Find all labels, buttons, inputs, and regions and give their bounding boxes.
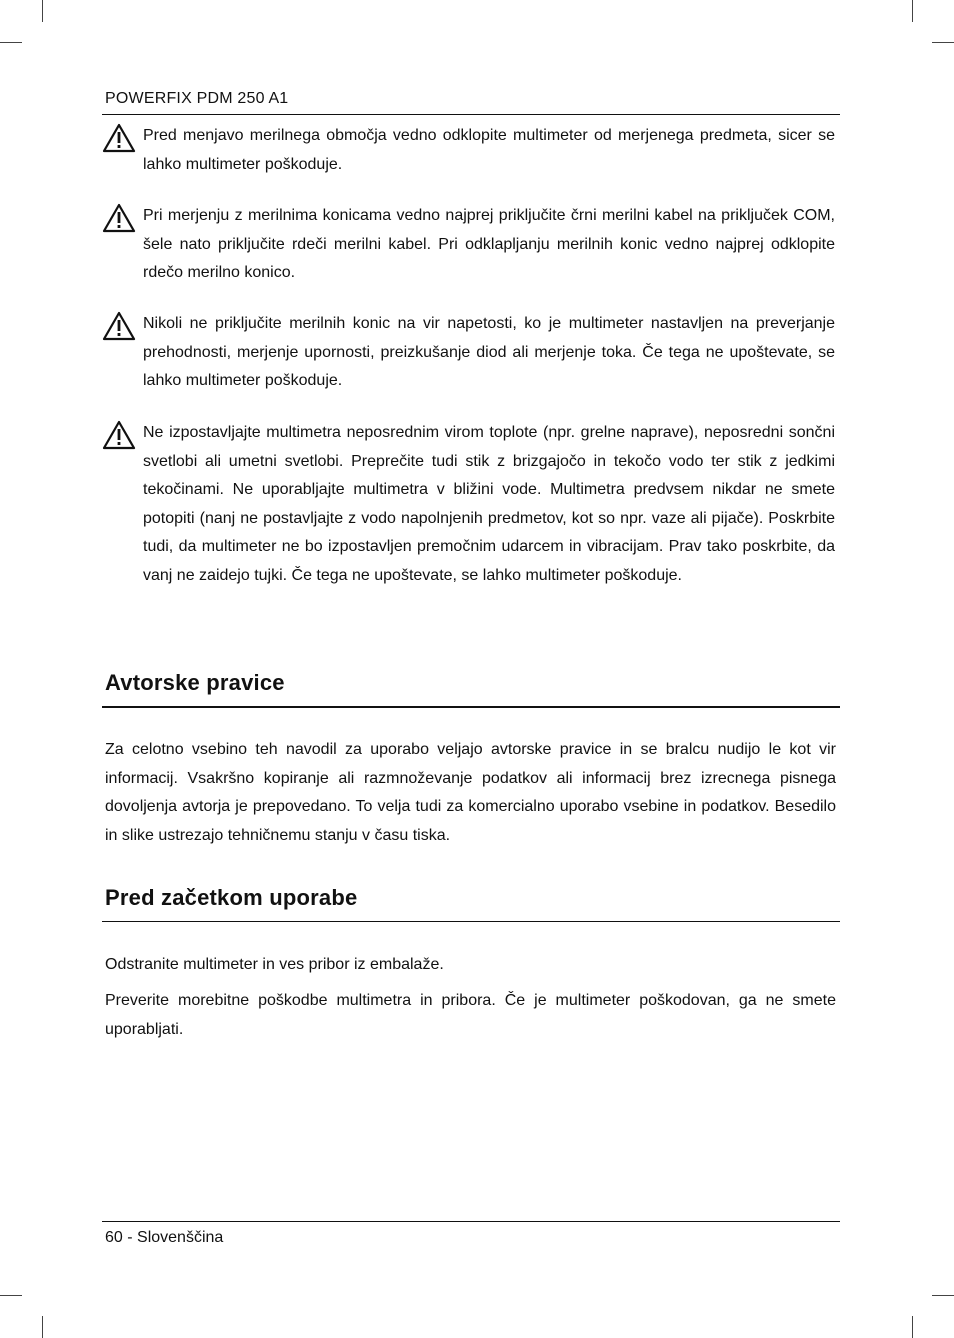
crop-mark-top-left <box>42 0 43 22</box>
warning-block <box>102 419 835 591</box>
crop-mark-bottom-left-h <box>0 1295 22 1296</box>
footer-rule <box>102 1221 840 1222</box>
crop-mark-top-right-h <box>932 42 954 43</box>
before-use-paragraph: Odstranite multimeter in ves pribor iz embalaže. <box>105 956 444 973</box>
section-title-before-use: Pred začetkom uporabe <box>105 885 358 910</box>
section-rule <box>102 921 840 922</box>
footer-page-label: 60 - Slovenščina <box>105 1229 224 1246</box>
section-title-copyright: Avtorske pravice <box>105 670 285 695</box>
before-use-paragraph: Preverite morebitne poškodbe multimetra in pribora. Če je multimeter poškodovan, ga ne smete uporabljati. <box>105 992 836 1038</box>
crop-mark-bottom-left <box>42 1316 43 1338</box>
warning-triangle-icon <box>102 311 136 341</box>
header-rule <box>102 114 840 115</box>
warning-triangle-icon <box>102 203 136 233</box>
warning-text: Ne izpostavljajte multimetra neposrednim virom toplote (npr. grelne naprave), neposredni sončni svetlobi ali umetni svetlobi. Preprečite tudi stik z brizgajočo in tekočo vodo ter stik z jedkimi tekočinami. Ne uporabljajte multimetra v bližini vode. Multimetra predvsem nikdar ne smete potopiti (nanj ne postavljajte z vodo napolnjenih predmetov, kot so npr. vaze ali pijače). Poskrbite tudi, da multimeter ne bo izpostavljen premočnim udarcem in vibracijam. Prav tako poskrbite, da vanj ne zaidejo tujki. Če tega ne upoštevate, se lahko multimeter poškoduje. <box>143 424 835 584</box>
warning-text: Pri merjenju z merilnima konicama vedno najprej priključite črni merilni kabel na priključek COM, šele nato priključite rdeči merilni kabel. Pri odklapljanju merilnih konic vedno najprej odklopite rdečo merilno konico. <box>143 207 835 282</box>
warning-text: Pred menjavo merilnega območja vedno odklopite multimeter od merjenega predmeta, sicer se lahko multimeter poškoduje. <box>143 127 835 173</box>
page-header-title: POWERFIX PDM 250 A1 <box>105 90 289 107</box>
copyright-paragraph: Za celotno vsebino teh navodil za uporabo veljajo avtorske pravice in se bralcu nudijo le kot vir informacij. Vsakršno kopiranje ali razmnoževanje podatkov ali informacij brez izrecnega pisnega dovoljenja avtorja je prepovedano. To velja tudi za komercialno uporabo vsebine in podatkov. Besedilo in slike ustrezajo tehničnemu stanju v času tiska. <box>105 741 836 844</box>
warning-text: Nikoli ne priključite merilnih konic na vir napetosti, ko je multimeter nastavljen na preverjanje prehodnosti, merjenje upornosti, preizkušanje diod ali merjenje toka. Če tega ne upoštevate, se lahko multimeter poškoduje. <box>143 315 835 390</box>
crop-mark-bottom-right <box>912 1316 913 1338</box>
crop-mark-top-left-h <box>0 42 22 43</box>
warning-triangle-icon <box>102 123 136 153</box>
crop-mark-bottom-right-h <box>932 1295 954 1296</box>
section-rule <box>102 706 840 708</box>
warning-block <box>102 122 835 179</box>
warning-block <box>102 310 835 396</box>
warning-block <box>102 202 835 288</box>
warning-triangle-icon <box>102 420 136 450</box>
crop-mark-top-right <box>912 0 913 22</box>
